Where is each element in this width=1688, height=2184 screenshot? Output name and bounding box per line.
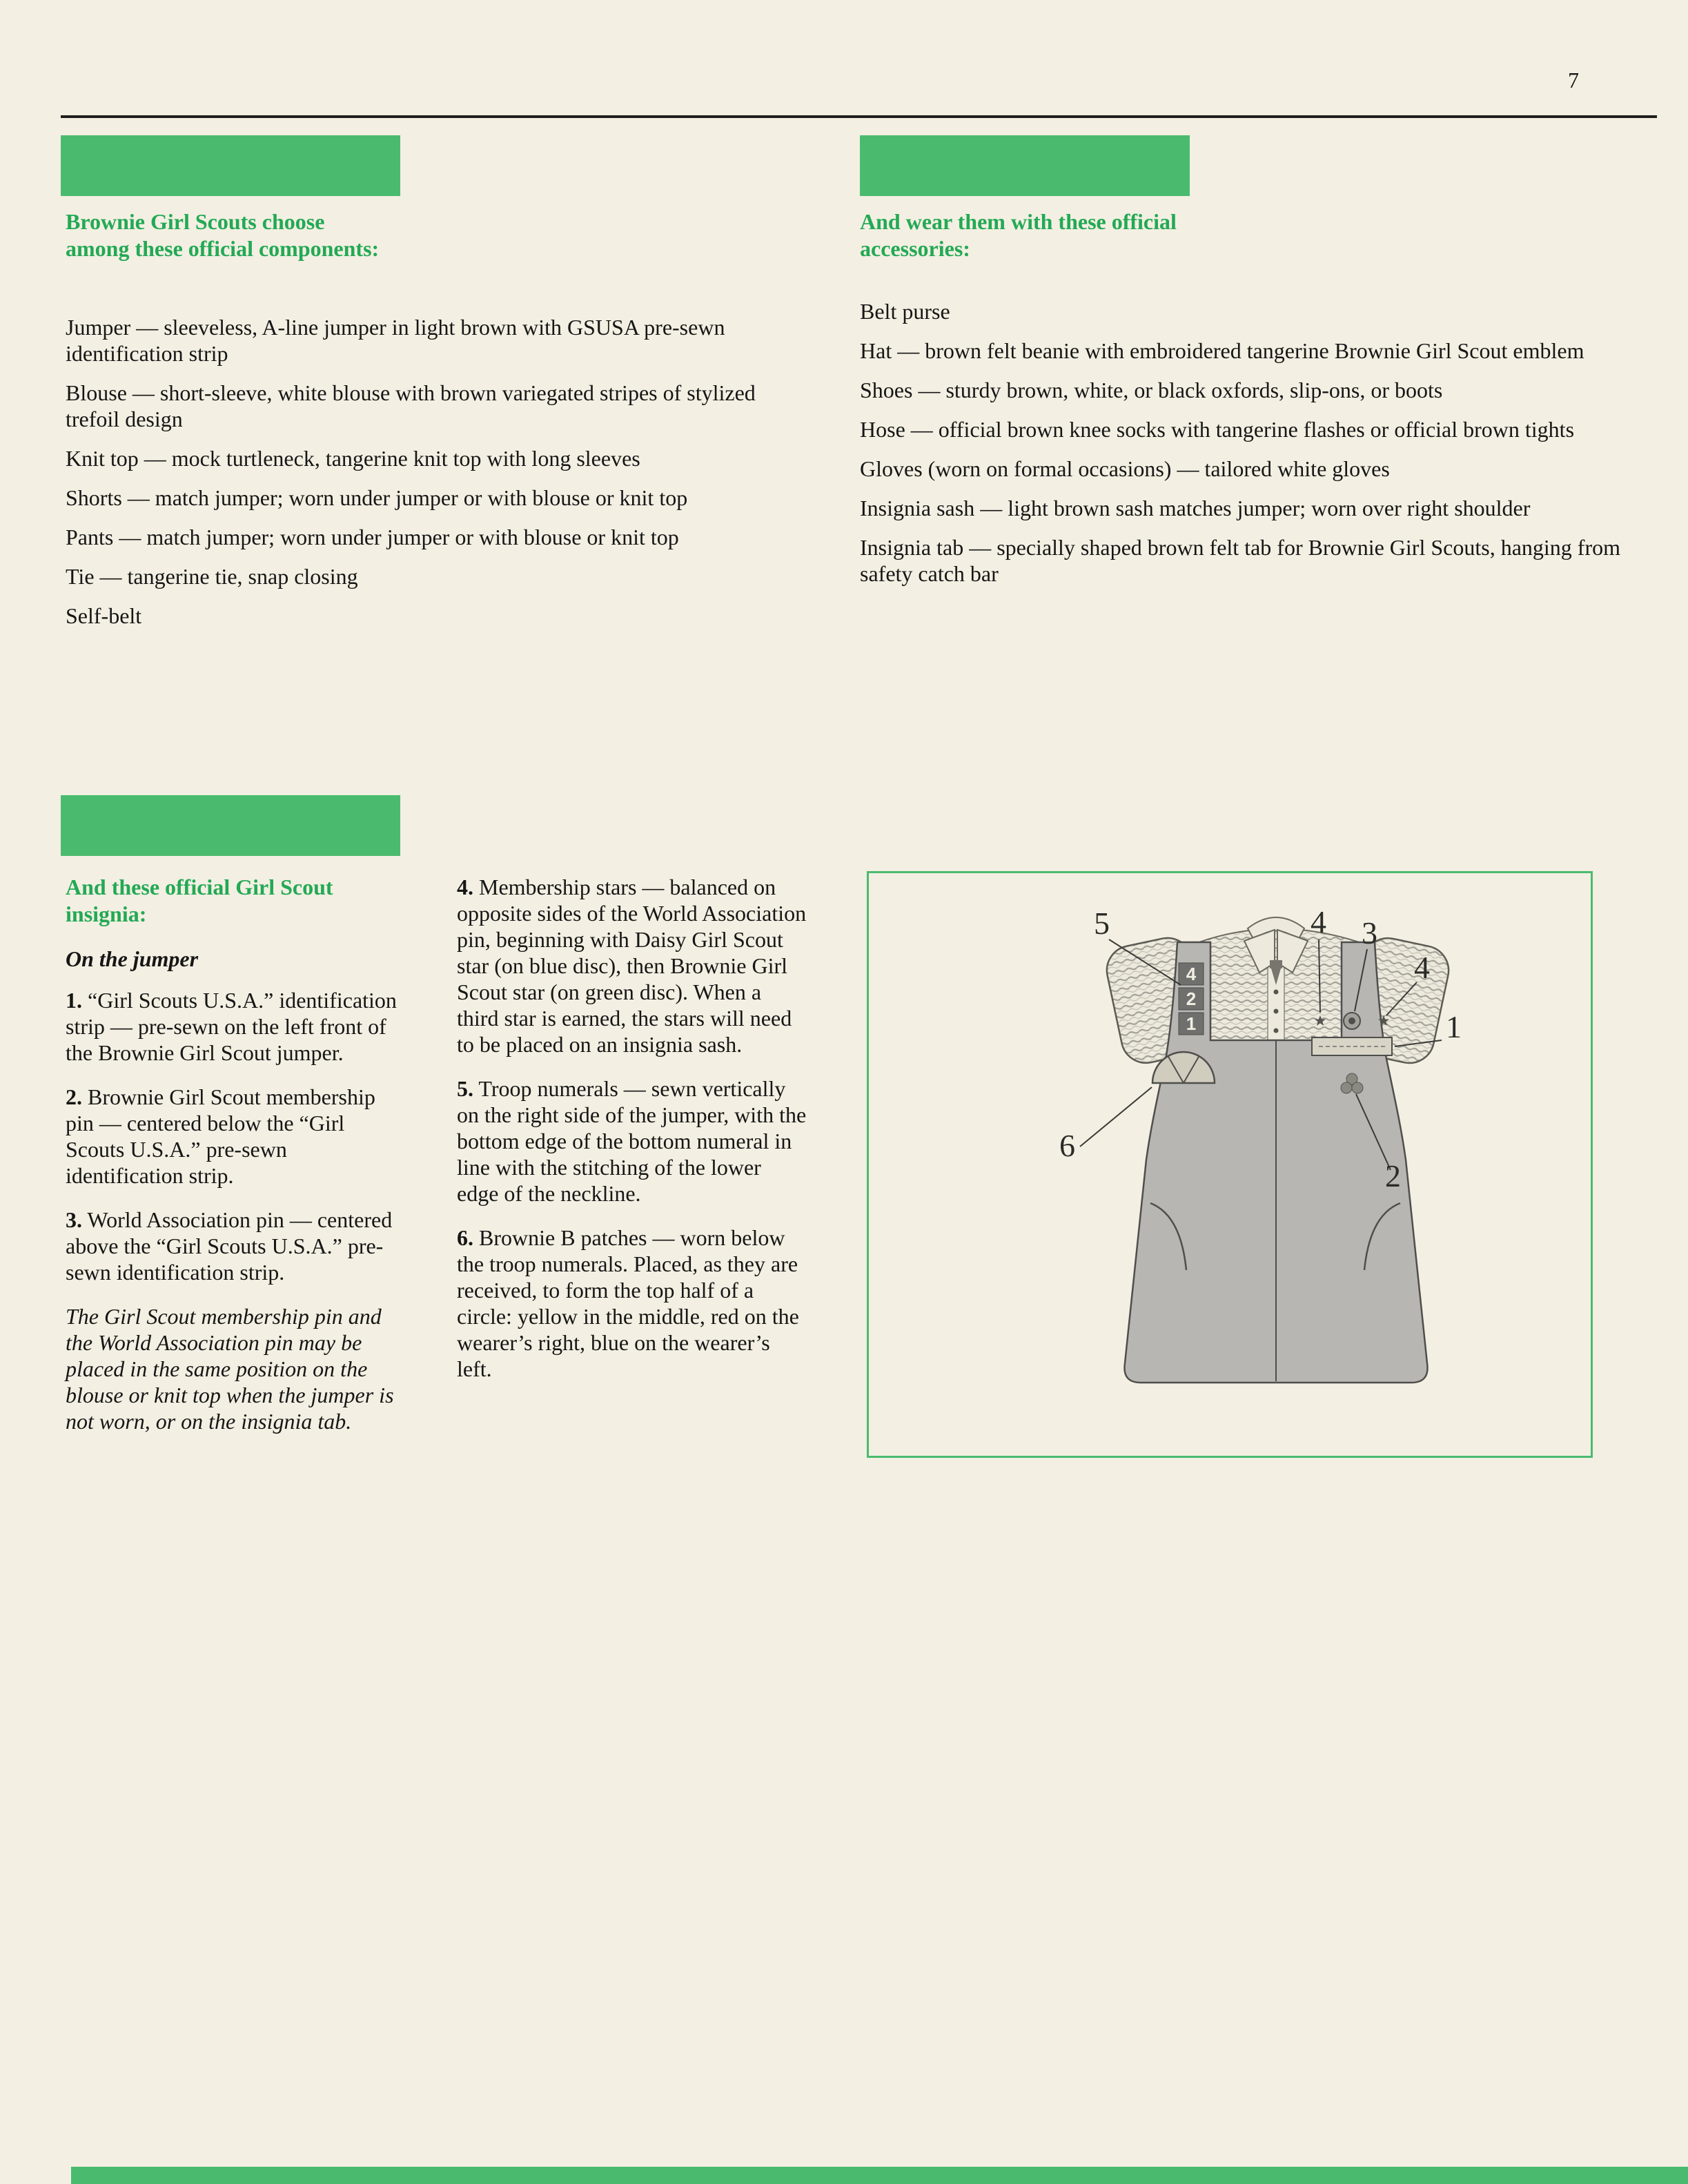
top-rule — [61, 115, 1657, 118]
item-number: 5. — [457, 1076, 473, 1101]
tie-knot — [1270, 960, 1282, 968]
section-bar-components — [61, 135, 400, 196]
callout-4b: 4 — [1414, 950, 1430, 985]
button — [1274, 1028, 1279, 1033]
insignia-note: The Girl Scout membership pin and the World Association pin may be placed in the same position on the blouse or knit top when the jumper is not worn, or on the insignia tab. — [66, 1304, 394, 1434]
troop-numeral-digit: 4 — [1186, 964, 1197, 984]
component-item: Pants — match jumper; worn under jumper or with blouse or knit top — [66, 525, 679, 549]
troop-numeral-digit: 2 — [1186, 988, 1197, 1009]
item-number: 2. — [66, 1084, 82, 1109]
insignia-item-5 — [457, 1075, 807, 1207]
insignia-column-1 — [66, 874, 409, 1434]
accessory-item: Hose — official brown knee socks with tangerine flashes or official brown tights — [860, 417, 1575, 442]
component-item: Knit top — mock turtleneck, tangerine knit top with long sleeves — [66, 446, 640, 471]
component-item: Shorts — match jumper; worn under jumper or with blouse or knit top — [66, 485, 688, 510]
bottom-bar — [71, 2167, 1688, 2184]
callout-5: 5 — [1094, 906, 1110, 941]
button — [1274, 990, 1279, 995]
callout-4a: 4 — [1311, 904, 1326, 939]
insignia-subheading: On the jumper — [66, 946, 199, 971]
troop-numerals-patch — [1179, 963, 1204, 1035]
callout-2: 2 — [1385, 1158, 1401, 1193]
item-text: Membership stars — balanced on opposite sides of the World Association pin, beginning with Daisy Girl Scout star (on blue disc), then Brownie Girl Scout star (on green disc). When a third star is earned, the stars will need to be placed on an insignia sash. — [457, 875, 807, 1057]
callout-3: 3 — [1362, 915, 1377, 950]
insignia-item-4 — [457, 874, 807, 1057]
item-number: 4. — [457, 875, 473, 899]
accessory-item: Insignia tab — specially shaped brown felt tab for Brownie Girl Scouts, hanging from safety catch bar — [860, 535, 1620, 586]
callout-6: 6 — [1059, 1128, 1075, 1163]
identification-strip — [1312, 1037, 1392, 1055]
jumper-illustration — [869, 873, 1591, 1456]
insignia-item-3 — [66, 1207, 409, 1285]
section-bar-insignia — [61, 795, 400, 856]
insignia-item-2 — [66, 1084, 409, 1189]
callout-1: 1 — [1446, 1009, 1462, 1044]
item-number: 3. — [66, 1207, 82, 1232]
item-text: World Association pin — centered above the “Girl Scouts U.S.A.” pre-sewn identification strip. — [66, 1207, 393, 1285]
accessories-list — [860, 298, 1627, 600]
item-text: Brownie Girl Scout membership pin — centered below the “Girl Scouts U.S.A.” pre-sewn identification strip. — [66, 1084, 375, 1188]
accessory-item: Insignia sash — light brown sash matches jumper; worn over right shoulder — [860, 496, 1531, 520]
component-item: Blouse — short-sleeve, white blouse with brown variegated stripes of stylized trefoil design — [66, 380, 756, 431]
accessory-item: Gloves (worn on formal occasions) — tailored white gloves — [860, 456, 1390, 481]
component-item: Jumper — sleeveless, A-line jumper in light brown with GSUSA pre-sewn identification strip — [66, 315, 725, 366]
item-text: Troop numerals — sewn vertically on the right side of the jumper, with the bottom edge of the bottom numeral in line with the stitching of the lower edge of the neckline. — [457, 1076, 807, 1206]
accessory-item: Shoes — sturdy brown, white, or black oxfords, slip-ons, or boots — [860, 378, 1443, 402]
jumper-illustration-box — [867, 871, 1593, 1458]
accessories-heading: And wear them with these official accessories: — [860, 209, 1177, 261]
item-text: Brownie B patches — worn below the troop numerals. Placed, as they are received, to form the top half of a circle: yellow in the middle, red on the wearer’s right, blue on the wearer’s left. — [457, 1225, 799, 1381]
pin-center — [1348, 1017, 1355, 1024]
insignia-column-2 — [457, 874, 807, 1400]
component-item: Self-belt — [66, 603, 142, 628]
insignia-item-1 — [66, 987, 409, 1066]
button — [1274, 1009, 1279, 1014]
troop-numeral-digit: 1 — [1186, 1013, 1197, 1034]
insignia-heading: And these official Girl Scout insignia: — [66, 875, 333, 926]
component-item: Tie — tangerine tie, snap closing — [66, 564, 358, 589]
accessory-item: Hat — brown felt beanie with embroidered tangerine Brownie Girl Scout emblem — [860, 338, 1584, 363]
components-list — [66, 314, 801, 642]
accessory-item: Belt purse — [860, 299, 950, 324]
item-number: 1. — [66, 988, 82, 1013]
components-heading: Brownie Girl Scouts choose among these official components: — [66, 209, 380, 261]
section-bar-accessories — [860, 135, 1190, 196]
item-number: 6. — [457, 1225, 473, 1250]
insignia-item-6 — [457, 1225, 807, 1382]
page-number: 7 — [1568, 68, 1579, 92]
item-text: “Girl Scouts U.S.A.” identification strip — pre-sewn on the left front of the Brownie Girl Scout jumper. — [66, 988, 397, 1065]
